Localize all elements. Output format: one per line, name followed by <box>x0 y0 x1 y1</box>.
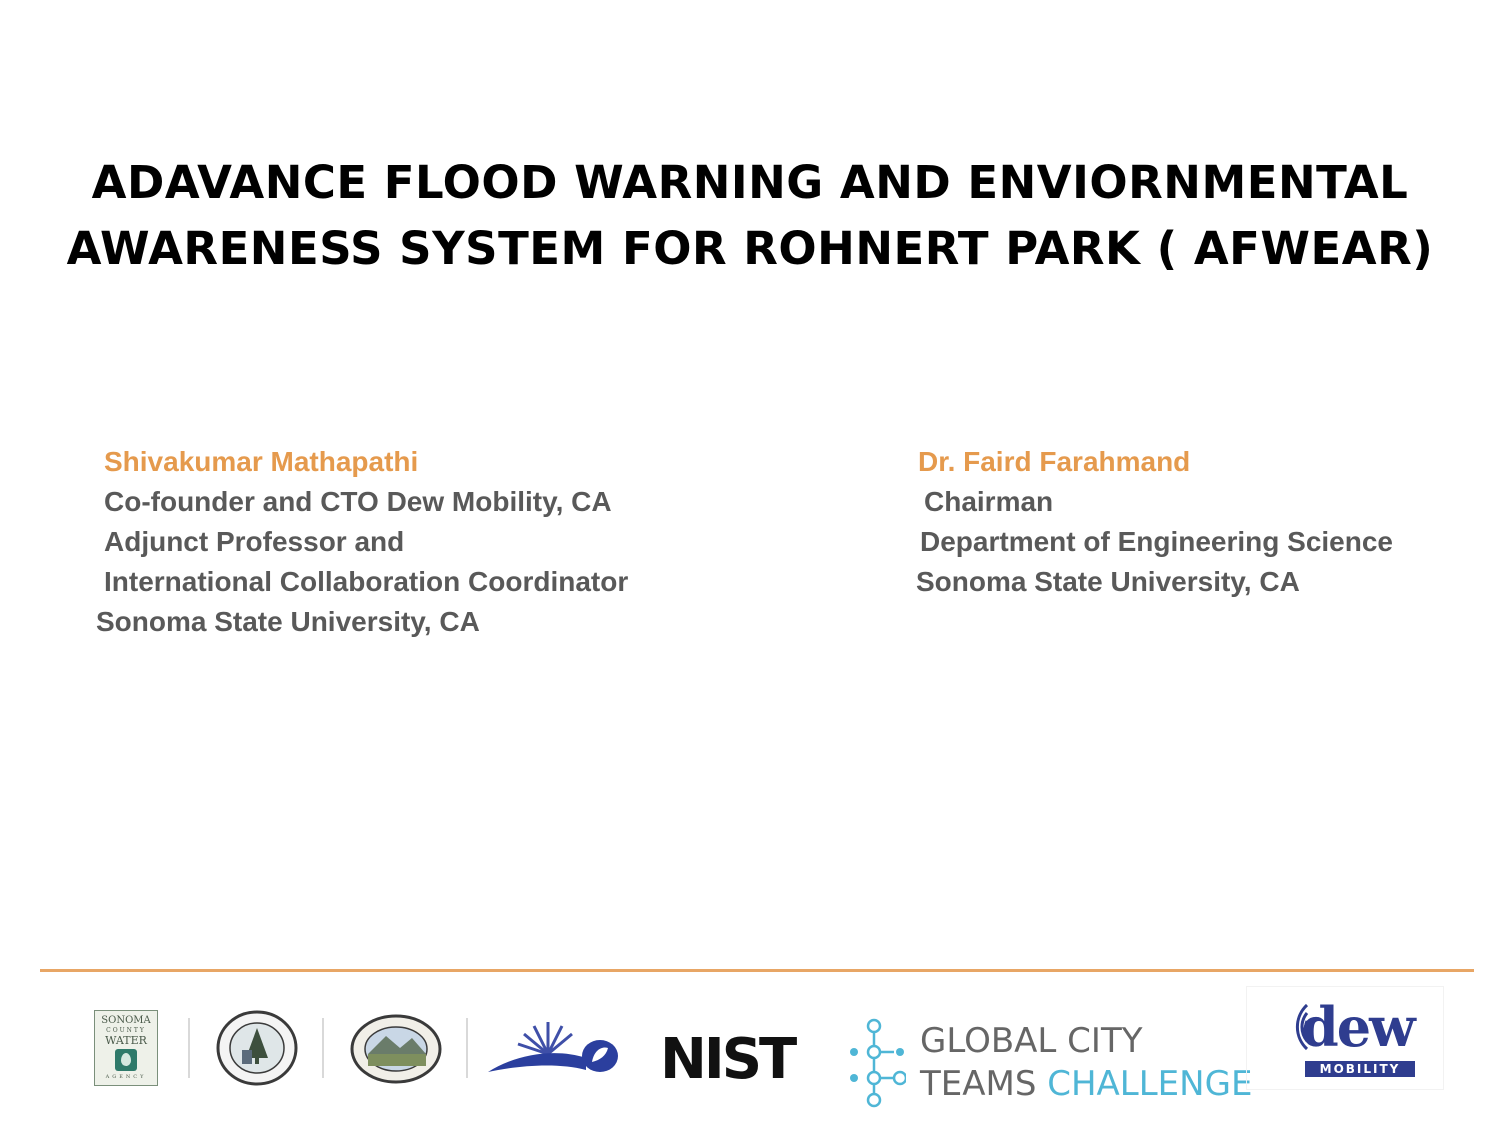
gctc-teams: TEAMS <box>920 1064 1048 1104</box>
gctc-challenge: CHALLENGE <box>1047 1064 1253 1104</box>
logo-separator <box>322 1018 324 1078</box>
author-right-line-1: Chairman <box>924 486 1054 517</box>
dew-mobility-logo <box>1246 986 1444 1090</box>
author-right <box>916 442 1393 602</box>
gctc-line-2 <box>920 1063 1252 1105</box>
title-line-2: AWARENESS SYSTEM FOR ROHNERT PARK ( AFWEAR) <box>66 222 1434 275</box>
footer-rule <box>40 969 1474 972</box>
author-left-line-1: Co-founder and CTO Dew Mobility, CA <box>104 486 612 517</box>
sonoma-water-line-2: COUNTY <box>106 1027 146 1034</box>
author-right-line-3: Sonoma State University, CA <box>916 566 1300 597</box>
dew-mobility-sub: MOBILITY <box>1305 1061 1415 1077</box>
gctc-line-1: GLOBAL CITY <box>920 1021 1143 1061</box>
slide-title <box>0 150 1500 282</box>
sonoma-water-logo <box>94 1010 158 1086</box>
logo-separator <box>188 1018 190 1078</box>
author-left-line-2: Adjunct Professor and <box>104 526 405 557</box>
rohnert-park-seal-icon <box>350 1014 442 1089</box>
author-left-name: Shivakumar Mathapathi <box>104 446 419 477</box>
author-left-line-4: Sonoma State University, CA <box>96 606 480 637</box>
sun-leaf-icon <box>486 1018 620 1081</box>
author-left-line-3: International Collaboration Coordinator <box>104 566 629 597</box>
author-right-name: Dr. Faird Farahmand <box>918 446 1191 477</box>
title-line-1: ADAVANCE FLOOD WARNING AND ENVIORNMENTAL <box>91 156 1409 209</box>
sonoma-water-line-3: WATER <box>105 1034 147 1047</box>
sonoma-state-seal-icon <box>216 1010 298 1091</box>
nist-logo: NIST <box>660 1027 795 1092</box>
author-left <box>96 442 629 642</box>
logo-separator <box>466 1018 468 1078</box>
network-nodes-icon <box>844 1018 906 1115</box>
water-drop-icon <box>115 1049 137 1071</box>
dew-word: dew <box>1301 995 1414 1059</box>
sonoma-water-line-4: AGENCY <box>105 1074 147 1080</box>
sonoma-water-line-1: SONOMA <box>101 1015 151 1026</box>
author-right-line-2: Department of Engineering Science <box>920 526 1393 557</box>
